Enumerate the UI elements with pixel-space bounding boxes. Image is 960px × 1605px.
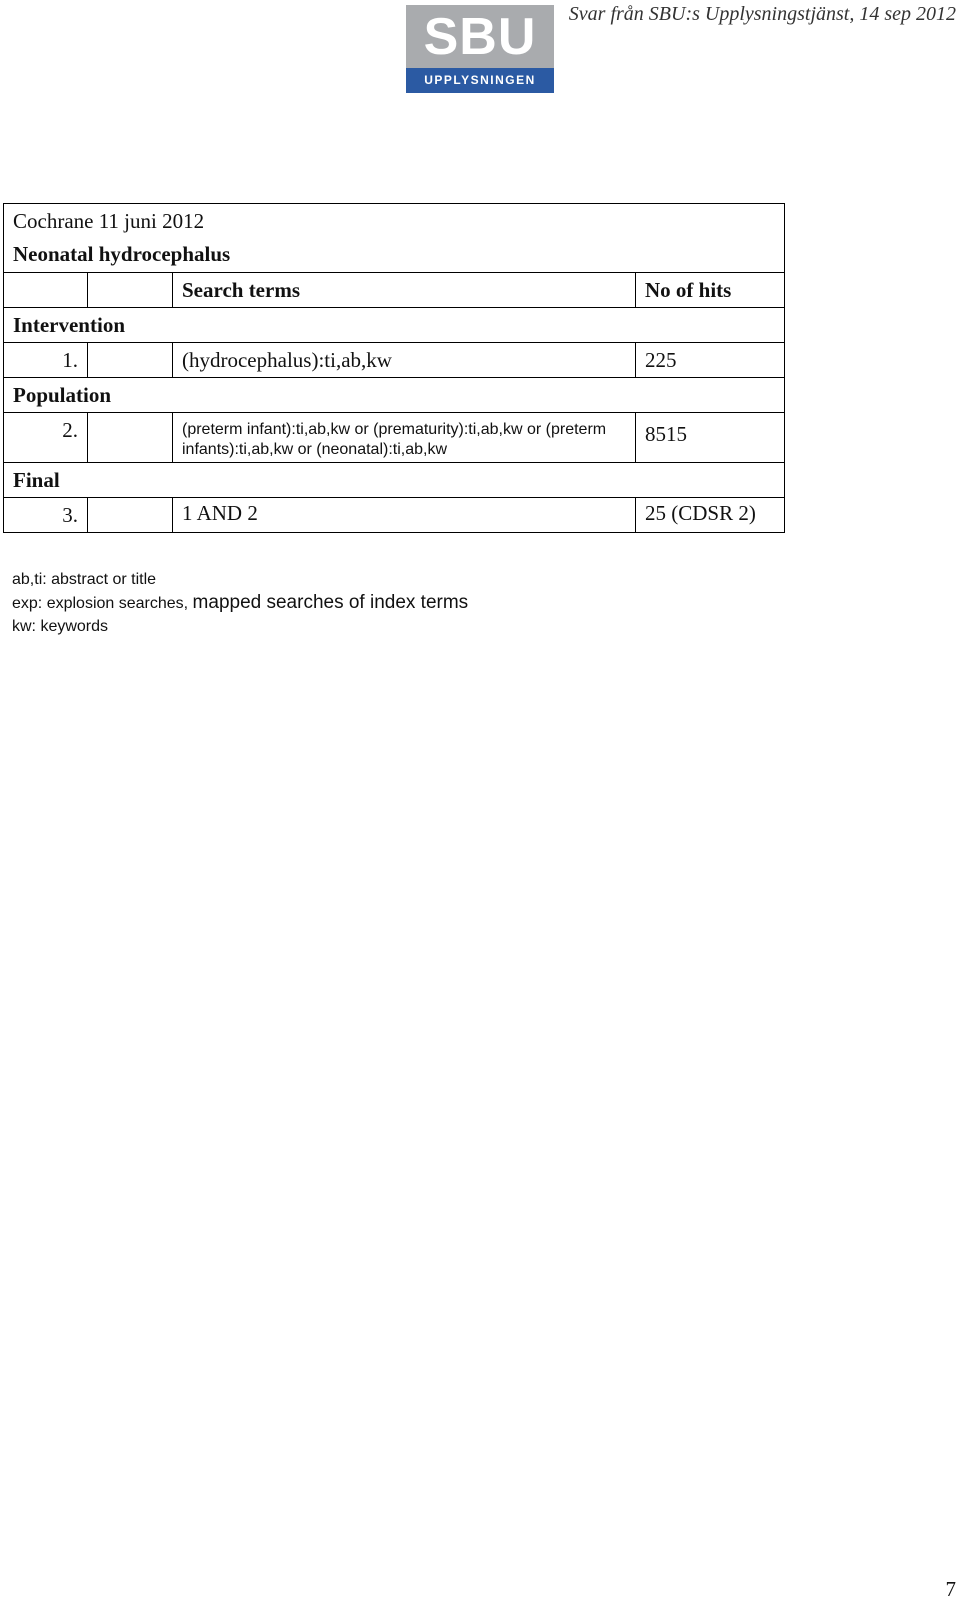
section-row-intervention [4,308,785,343]
column-header-search-terms: Search terms [173,273,636,308]
page-number: 7 [945,1577,956,1601]
logo-subtext: UPPLYSNINGEN [424,73,536,87]
row-number: 2. [4,413,88,463]
search-term: (hydrocephalus):ti,ab,kw [173,343,636,378]
section-label: Intervention [4,308,785,343]
header-note: Svar från SBU:s Upplysningstjänst, 14 sep 2012 [568,3,956,25]
table-subtitle: Neonatal hydrocephalus [13,242,231,266]
search-term: 1 AND 2 [173,498,636,533]
abbreviation-text: exp: explosion searches, [12,595,193,612]
abbreviation-line [12,591,468,615]
abbreviation-text: mapped searches of index terms [192,592,469,613]
section-row-population [4,378,785,413]
table-title: Cochrane 11 juni 2012 [13,209,205,233]
section-row-final [4,463,785,498]
abbreviations [12,568,468,638]
abbreviation-line: ab,ti: abstract or title [12,571,157,588]
hit-count: 225 [636,343,785,378]
hit-count: 25 (CDSR 2) [636,498,785,533]
search-table [3,203,785,533]
column-header-hits: No of hits [636,273,785,308]
table-row [4,498,785,533]
table-row [4,343,785,378]
row-number: 3. [4,498,88,533]
column-header-row [4,273,785,308]
abbreviation-line: kw: keywords [12,618,109,635]
section-label: Final [4,463,785,498]
hit-count: 8515 [636,413,785,463]
search-term: (preterm infant):ti,ab,kw or (prematurity):ti,ab,kw or (preterm infants):ti,ab,kw or (neonatal):ti,ab,kw [173,413,636,463]
table-title-row [4,204,785,273]
logo-text: SBU [423,8,537,66]
table-row [4,413,785,463]
row-number: 1. [4,343,88,378]
section-label: Population [4,378,785,413]
sbu-logo [406,5,554,93]
